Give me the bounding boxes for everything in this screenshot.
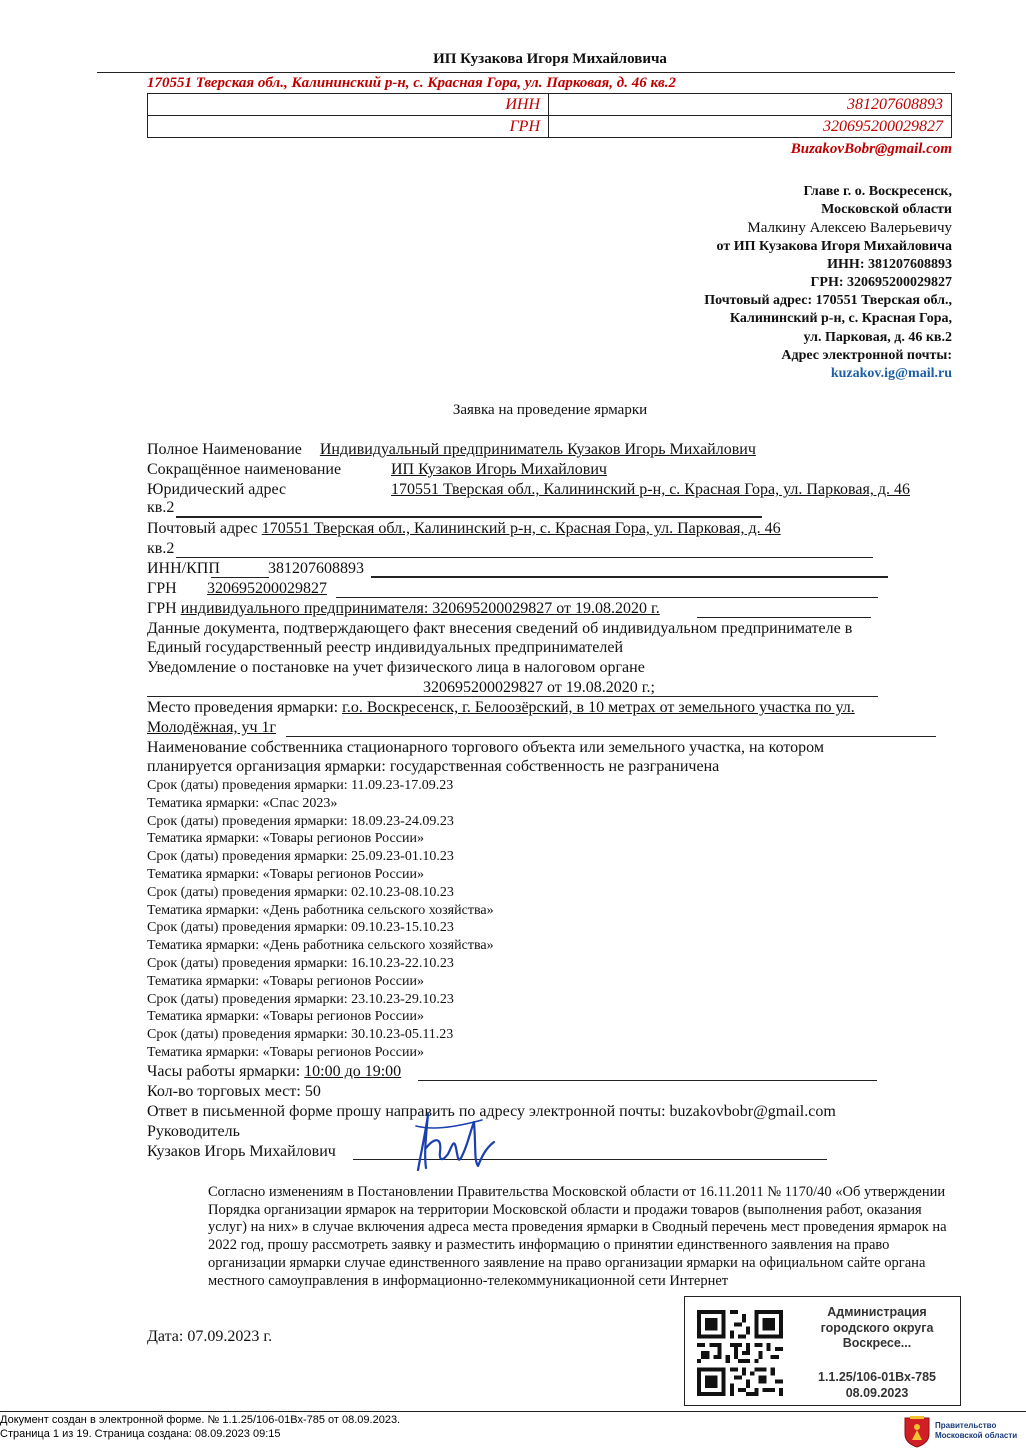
document-title: Заявка на проведение ярмарки bbox=[452, 402, 648, 418]
legal-address-field bbox=[147, 481, 286, 499]
field-value: индивидуального предпринимателя: 320695200029827 от 19.08.2020 г. bbox=[180, 600, 660, 617]
field-label: Место проведения ярмарки: bbox=[147, 699, 339, 716]
schedule-theme: Тематика ярмарки: «День работника сельского хозяйства» bbox=[147, 938, 494, 954]
stamp-org-line: Воскресе... bbox=[842, 1336, 912, 1350]
grn-ip-field bbox=[147, 600, 660, 618]
schedule-theme: Тематика ярмарки: «Товары регионов России» bbox=[147, 867, 424, 882]
document-date: Дата: 07.09.2023 г. bbox=[147, 1328, 273, 1345]
recipient-line: Главе г. о. Воскресенск, bbox=[803, 184, 952, 199]
notice-label: Уведомление о постановке на учет физического лица в налоговом органе bbox=[147, 659, 645, 676]
short-name-field bbox=[147, 461, 341, 479]
field-value-cont: Молодёжная, уч 1г bbox=[147, 719, 277, 736]
requisites-table bbox=[147, 93, 952, 138]
sender-line: от ИП Кузакова Игоря Михайловича bbox=[716, 238, 952, 254]
field-label: ГРН bbox=[147, 600, 177, 617]
notice-value: 320695200029827 от 19.08.2020 г.; bbox=[423, 679, 655, 696]
fill-line bbox=[418, 1080, 877, 1081]
fill-line bbox=[147, 696, 423, 697]
stamp-organization bbox=[797, 1305, 957, 1352]
footer-rule bbox=[0, 1411, 1026, 1412]
field-value: 381207608893 bbox=[268, 560, 364, 577]
stamp-org-line: городского округа bbox=[820, 1320, 934, 1335]
stamp-org-line: Администрация bbox=[827, 1305, 927, 1319]
schedule-dates: Срок (даты) проведения ярмарки: 09.10.23-15.10.23 bbox=[147, 920, 454, 936]
footer-text: Страница 1 из 19. Страница создана: 08.09.2023 09:15 bbox=[0, 1428, 281, 1440]
qr-code-icon bbox=[697, 1310, 783, 1396]
field-label: Юридический адрес bbox=[147, 481, 287, 498]
sender-inn: ИНН: 381207608893 bbox=[827, 256, 952, 272]
fill-line bbox=[211, 577, 269, 578]
requisites-label: ИНН bbox=[148, 94, 549, 116]
schedule-theme: Тематика ярмарки: «Товары регионов России» bbox=[147, 973, 424, 989]
fill-line bbox=[697, 617, 871, 618]
sender-address: Калининский р-н, с. Красная Гора, bbox=[729, 311, 952, 327]
field-value: г.о. Воскресенск, г. Белоозёрский, в 10 метрах от земельного участка по ул. bbox=[342, 699, 855, 716]
sender-email-link[interactable]: kuzakov.ig@mail.ru bbox=[830, 366, 952, 382]
reply-text: Ответ в письменной форме прошу направить по адресу электронной почты: buzakovbobr@gmail.com bbox=[147, 1103, 836, 1120]
government-name-line: Московской области bbox=[935, 1431, 1018, 1440]
stamp-reg-date: 08.09.2023 bbox=[845, 1385, 909, 1400]
fill-line bbox=[336, 597, 878, 598]
field-value-cont: кв.2 bbox=[147, 499, 175, 516]
fill-line bbox=[371, 576, 888, 578]
coat-of-arms-icon bbox=[903, 1416, 931, 1448]
fill-line bbox=[176, 516, 762, 518]
field-label: Полное Наименование bbox=[147, 441, 302, 458]
government-name-line: Правительство bbox=[935, 1421, 997, 1430]
head-label: Руководитель bbox=[147, 1123, 240, 1140]
field-value: 170551 Тверская обл., Калининский р-н, с. Красная Гора, ул. Парковая, д. 46 bbox=[391, 481, 910, 498]
field-label: ИНН/КПП bbox=[147, 560, 220, 577]
requisites-row bbox=[148, 94, 952, 116]
owner-text: Наименование собственника стационарного торгового объекта или земельного участка, на котором bbox=[147, 739, 824, 756]
schedule-dates: Срок (даты) проведения ярмарки: 11.09.23-17.09.23 bbox=[147, 778, 454, 793]
field-label: Сокращённое наименование bbox=[147, 461, 342, 478]
schedule-theme: Тематика ярмарки: «Товары регионов России» bbox=[147, 831, 424, 847]
field-value: 170551 Тверская обл., Калининский р-н, с. Красная Гора, ул. Парковая, д. 46 bbox=[261, 520, 781, 537]
recipient-name: Малкину Алексею Валерьевичу bbox=[747, 220, 952, 237]
letterhead-address: 170551 Тверская обл., Калининский р-н, с. Красная Гора, ул. Парковая, д. 46 кв.2 bbox=[147, 75, 676, 91]
requisites-value: 320695200029827 bbox=[549, 116, 952, 138]
government-name bbox=[935, 1421, 1017, 1441]
sender-address: ул. Парковая, д. 46 кв.2 bbox=[803, 329, 952, 345]
schedule-dates: Срок (даты) проведения ярмарки: 25.09.23-01.10.23 bbox=[147, 849, 454, 865]
schedule-dates: Срок (даты) проведения ярмарки: 16.10.23-22.10.23 bbox=[147, 956, 454, 971]
field-value: Индивидуальный предприниматель Кузаков Игорь Михайлович bbox=[319, 441, 756, 458]
schedule-theme: Тематика ярмарки: «Спас 2023» bbox=[147, 795, 338, 811]
sender-grn: ГРН: 320695200029827 bbox=[810, 275, 952, 291]
full-name-field bbox=[147, 441, 756, 459]
postal-address-field bbox=[147, 520, 781, 538]
hours-field bbox=[147, 1063, 401, 1081]
field-value: 320695200029827 bbox=[207, 580, 327, 597]
places-count: Кол-во торговых мест: 50 bbox=[147, 1083, 321, 1100]
sender-email-label: Адрес электронной почты: bbox=[781, 347, 952, 363]
stamp-registration bbox=[797, 1370, 957, 1401]
recipient-block bbox=[704, 183, 952, 383]
schedule-dates: Срок (даты) проведения ярмарки: 23.10.23-29.10.23 bbox=[147, 991, 454, 1007]
schedule-theme: Тематика ярмарки: «День работника сельского хозяйства» bbox=[147, 902, 494, 918]
field-label: Почтовый адрес bbox=[147, 520, 258, 537]
government-logo bbox=[903, 1416, 1023, 1448]
owner-text: планируется организация ярмарки: государственная собственность не разграничена bbox=[147, 758, 720, 775]
letterhead-email: BuzakovBobr@gmail.com bbox=[790, 141, 952, 157]
signature-mark bbox=[412, 1108, 502, 1174]
field-value: 10:00 до 19:00 bbox=[304, 1063, 402, 1080]
grn-field bbox=[147, 580, 177, 598]
fill-line bbox=[286, 736, 936, 737]
field-label: Часы работы ярмарки: bbox=[147, 1063, 301, 1080]
requisites-label: ГРН bbox=[148, 116, 549, 138]
registration-stamp bbox=[684, 1296, 961, 1406]
letterhead-title: ИП Кузакова Игоря Михайловича bbox=[433, 51, 667, 67]
schedule-theme: Тематика ярмарки: «Товары регионов России» bbox=[147, 1009, 424, 1025]
inn-kpp-field bbox=[147, 560, 220, 578]
doc-data-text: Единый государственный реестр индивидуальных предпринимателей bbox=[147, 639, 624, 656]
field-label: ГРН bbox=[147, 580, 177, 597]
place-field bbox=[147, 699, 855, 717]
schedule-dates: Срок (даты) проведения ярмарки: 02.10.23-08.10.23 bbox=[147, 884, 454, 900]
schedule-dates: Срок (даты) проведения ярмарки: 30.10.23-05.11.23 bbox=[147, 1027, 454, 1043]
requisites-row bbox=[148, 116, 952, 138]
fill-line bbox=[423, 696, 878, 697]
stamp-reg-number: 1.1.25/106-01Вх-785 bbox=[818, 1370, 936, 1384]
field-value-cont: кв.2 bbox=[147, 540, 175, 557]
doc-data-text: Данные документа, подтверждающего факт внесения сведений об индивидуальном предпринимателе в bbox=[147, 620, 853, 637]
field-value: ИП Кузаков Игорь Михайлович bbox=[391, 461, 607, 478]
schedule-dates: Срок (даты) проведения ярмарки: 18.09.23-24.09.23 bbox=[147, 813, 454, 829]
schedule-theme: Тематика ярмарки: «Товары регионов России» bbox=[147, 1045, 424, 1060]
sender-address: Почтовый адрес: 170551 Тверская обл., bbox=[704, 293, 952, 309]
head-name: Кузаков Игорь Михайлович bbox=[147, 1143, 336, 1160]
requisites-value: 381207608893 bbox=[549, 94, 952, 116]
fill-line bbox=[176, 557, 873, 558]
letterhead-rule bbox=[97, 72, 955, 73]
recipient-line: Московской области bbox=[821, 202, 952, 218]
legal-note: Согласно изменениям в Постановлении Правительства Московской области от 16.11.2011 № 1170/40 «Об утверждении Порядка организации ярмарок на территории Московской области и продажи товаров (выполнения работ, оказания услуг) на них» в случае включения адреса места проведения ярмарки в Сводный перечень мест проведения ярмарок на 2022 год, прошу рассмотреть заявку и разместить информацию о принятии единственного заявления на право организации ярмарки случае единственного заявление на право организации ярмарки на официальном сайте органа местного самоуправления в информационно-телекоммуникационной сети Интернет bbox=[208, 1184, 947, 1289]
footer-text: Документ создан в электронной форме. № 1.1.25/106-01Вх-785 от 08.09.2023. bbox=[0, 1414, 401, 1426]
